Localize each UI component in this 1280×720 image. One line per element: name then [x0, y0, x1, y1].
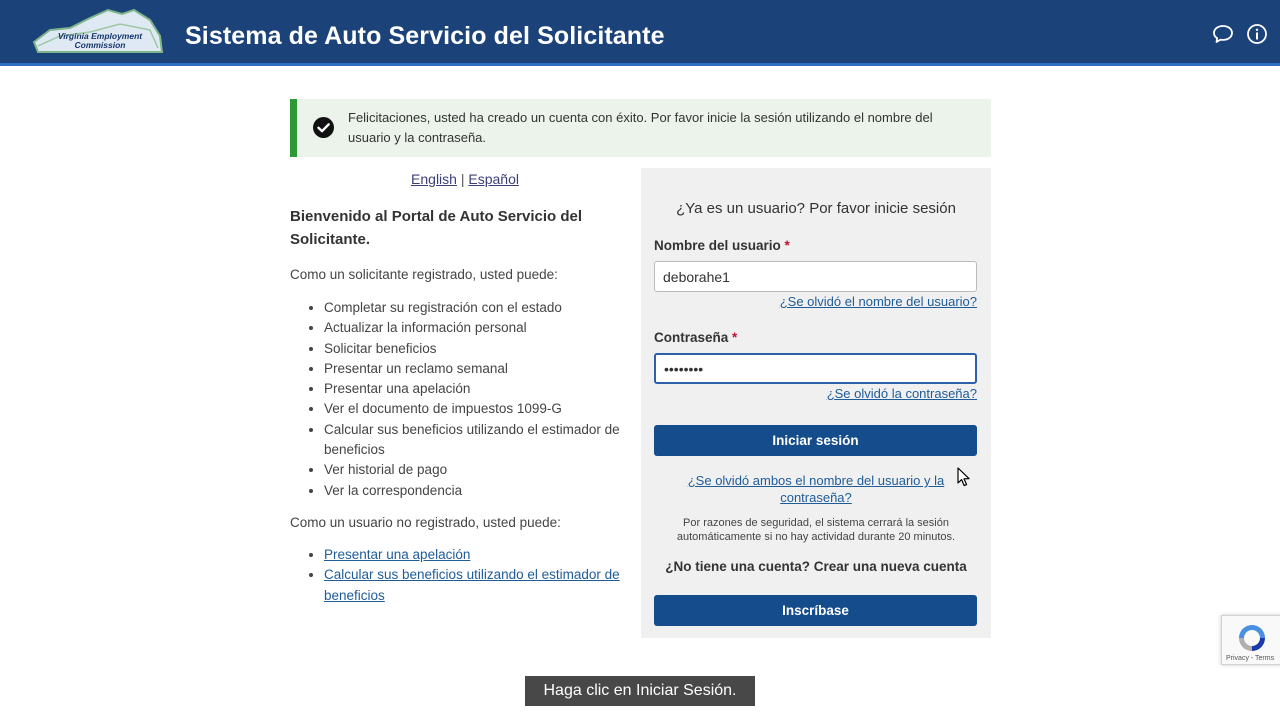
signin-button[interactable]: Iniciar sesión: [654, 425, 977, 456]
language-separator: |: [460, 171, 465, 187]
password-label-text: Contraseña: [654, 330, 729, 345]
login-panel: [641, 168, 991, 638]
recaptcha-badge[interactable]: [1221, 615, 1280, 665]
english-link[interactable]: English: [411, 171, 457, 187]
registered-intro: Como un solicitante registrado, usted puede:: [290, 267, 558, 282]
app-header: [0, 0, 1280, 66]
unregistered-intro: Como un usuario no registrado, usted puede:: [290, 515, 561, 530]
username-label-text: Nombre del usuario: [654, 238, 781, 253]
info-icon[interactable]: [1246, 23, 1268, 45]
chat-icon[interactable]: [1212, 23, 1234, 45]
benefits-estimator-link[interactable]: Calcular sus beneficios utilizando el estimador de beneficios: [324, 567, 620, 603]
list-item: • Presentar una apelación: [324, 379, 642, 399]
security-note: Por razones de seguridad, el sistema cerrará la sesión automáticamente si no hay actividad durante 20 minutos.: [676, 517, 956, 543]
welcome-title: Bienvenido al Portal de Auto Servicio del Solicitante.: [290, 208, 583, 248]
espanol-link[interactable]: Español: [468, 171, 519, 187]
check-circle-icon: [313, 117, 334, 138]
mouse-cursor-icon: [957, 467, 971, 487]
recaptcha-terms[interactable]: Privacy - Terms: [1226, 655, 1275, 662]
forgot-both-link[interactable]: ¿Se olvidó ambos el nombre del usuario y la contraseña?: [687, 473, 945, 505]
list-item: • Completar su registración con el estado: [324, 298, 642, 318]
alert-message: Felicitaciones, usted ha creado un cuenta con éxito. Por favor inicie la sesión utilizando el nombre del usuario y la contraseña.: [348, 110, 933, 145]
no-account-text: ¿No tiene una cuenta? Crear una nueva cuenta: [665, 559, 967, 574]
list-item: • Ver historial de pago: [324, 460, 642, 480]
list-item: • Actualizar la información personal: [324, 318, 642, 338]
password-label: [654, 330, 737, 345]
app-title: Sistema de Auto Servicio del Solicitante: [185, 22, 665, 50]
list-item: [324, 545, 642, 565]
unregistered-list: [307, 545, 642, 606]
logo-text: Virginia Employment Commission: [57, 31, 143, 50]
list-item: [324, 565, 642, 606]
required-mark: *: [732, 330, 738, 345]
language-switcher: [290, 171, 640, 187]
forgot-password-link[interactable]: ¿Se olvidó la contraseña?: [826, 386, 977, 401]
success-alert: [290, 99, 991, 157]
forgot-username-link[interactable]: ¿Se olvidó el nombre del usuario?: [779, 294, 977, 309]
list-item: • Solicitar beneficios: [324, 339, 642, 359]
login-title: ¿Ya es un usuario? Por favor inicie sesión: [676, 200, 956, 217]
username-label: [654, 238, 790, 253]
register-button[interactable]: Inscríbase: [654, 595, 977, 626]
password-input[interactable]: [654, 353, 977, 384]
recaptcha-icon: [1236, 622, 1268, 654]
list-item: • Ver el documento de impuestos 1099-G: [324, 399, 642, 419]
list-item: • Calcular sus beneficios utilizando el estimador de beneficios: [324, 420, 642, 461]
registered-list: [307, 298, 642, 501]
list-item: • Presentar un reclamo semanal: [324, 359, 642, 379]
file-appeal-link[interactable]: Presentar una apelación: [324, 547, 471, 562]
username-input[interactable]: [654, 261, 977, 292]
list-item: • Ver la correspondencia: [324, 481, 642, 501]
required-mark: *: [784, 238, 790, 253]
video-caption: Haga clic en Iniciar Sesión.: [525, 676, 755, 706]
